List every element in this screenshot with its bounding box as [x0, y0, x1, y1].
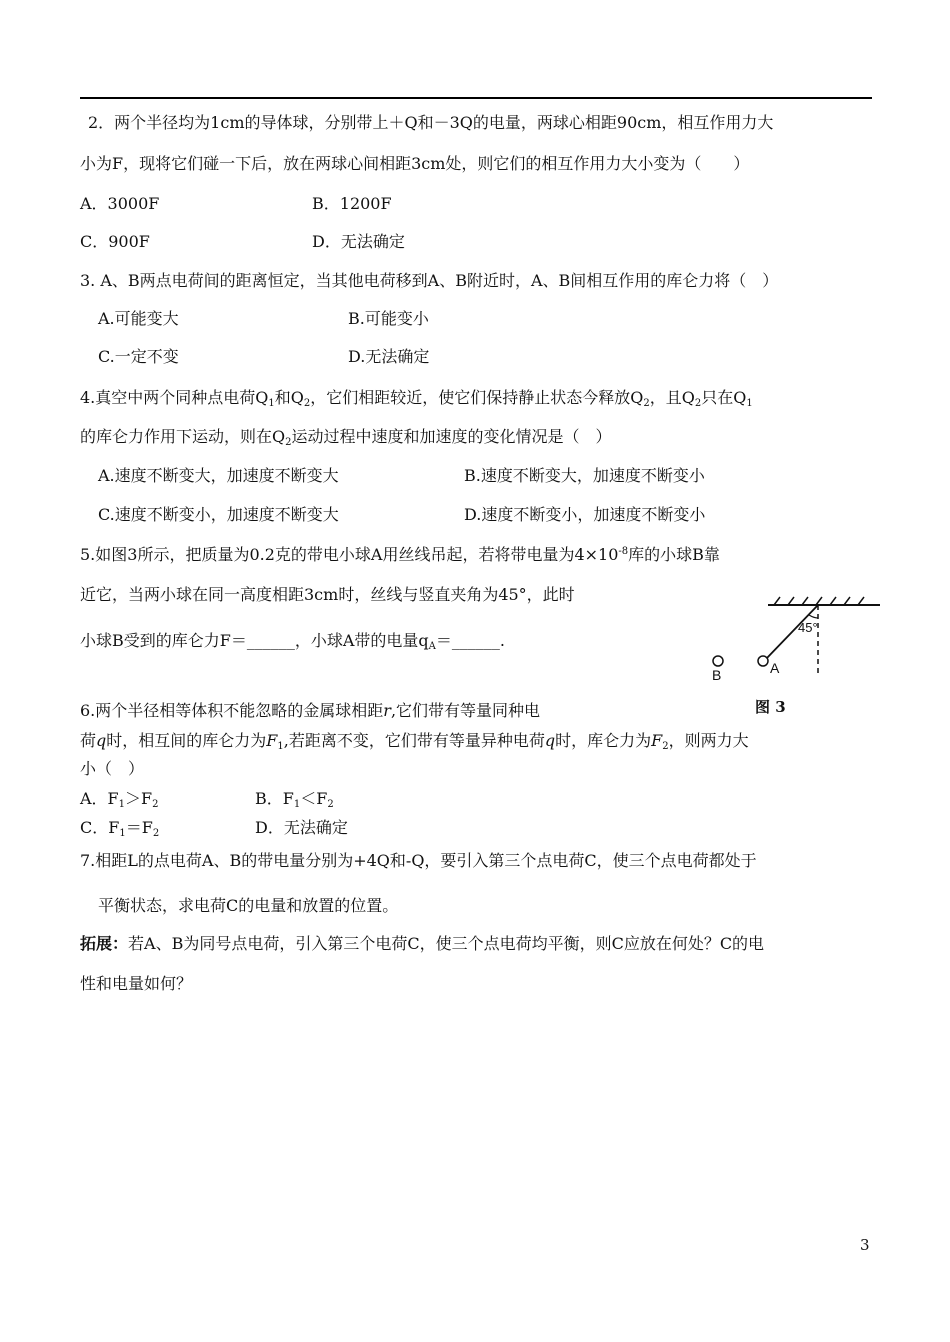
- page-number: 3: [860, 1236, 870, 1254]
- q2-line2: 小为F，现将它们碰一下后，放在两球心间相距3cm处，则它们的相互作用力大小变为（ ）: [80, 154, 750, 173]
- q4-option-a: A.速度不断变大，加速度不断变大: [98, 466, 339, 485]
- extension-line1: 拓展：若A、B为同号点电荷，引入第三个电荷C，使三个点电荷均平衡，则C应放在何处？C的电: [80, 934, 765, 953]
- q6-line2: 荷q时，相互间的库仑力为$F_1$,若距离不变，它们带有等量异种电荷q时，库仑力为$F_2$，则两力大: [80, 731, 749, 752]
- q6-option-b: B．$F_1<F_2$: [255, 789, 334, 810]
- q7-line2: 平衡状态，求电荷C的电量和放置的位置。: [98, 896, 399, 915]
- q4-line1: 4.真空中两个同种点电荷$Q_1$和$Q_2$，它们相距较近，使它们保持静止状态今释放$Q_2$，且$Q_2$只在$Q_1$: [80, 388, 753, 409]
- figure-angle-label: 45°: [798, 620, 818, 635]
- q2-option-b: B．1200F: [312, 194, 392, 213]
- figure-caption: 图 3: [755, 698, 786, 716]
- q6-option-c: C．$F_1=F_2$: [80, 818, 160, 839]
- q2-option-d: D．无法确定: [312, 232, 405, 251]
- ball-b: [713, 656, 723, 666]
- ball-a: [758, 656, 768, 666]
- q4-option-b: B.速度不断变大，加速度不断变小: [464, 466, 705, 485]
- q6-line1: 6.两个半径相等体积不能忽略的金属球相距r,它们带有等量同种电: [80, 701, 541, 720]
- q2-option-a: A．3000F: [80, 194, 160, 213]
- q5-line3: 小球B受到的库仑力F＝______，小球A带的电量$q_A=\_\_\_\_\_\_$.: [80, 631, 505, 652]
- extension-line2: 性和电量如何？: [80, 974, 193, 993]
- q4-option-d: D.速度不断变小，加速度不断变小: [464, 505, 706, 524]
- q3-option-d: D.无法确定: [348, 347, 430, 366]
- q6-option-a: A．$F_1>F_2$: [80, 789, 159, 810]
- header-rule: [80, 97, 872, 99]
- q4-option-c: C.速度不断变小，加速度不断变大: [98, 505, 339, 524]
- q2-line1: 2．两个半径均为1cm的导体球，分别带上＋Q和－3Q的电量，两球心相距90cm，相互作用力大: [88, 113, 774, 132]
- q5-line2: 近它，当两小球在同一高度相距3cm时，丝线与竖直夹角为45°，此时: [80, 585, 575, 604]
- figure-label-b: B: [712, 667, 722, 683]
- q3-option-b: B.可能变小: [348, 309, 429, 328]
- q3-option-a: A.可能变大: [98, 309, 179, 328]
- q5-line1: 5.如图3所示，把质量为0.2克的带电小球A用丝线吊起，若将带电量为$4\times 10^{-8}$库的小球B靠: [80, 545, 720, 564]
- q2-option-c: C．900F: [80, 232, 150, 251]
- figure-label-a: A: [770, 660, 780, 676]
- q6-line3: 小（ ）: [80, 759, 145, 778]
- figure-3-pendulum: [706, 588, 886, 720]
- q3-option-c: C.一定不变: [98, 347, 179, 366]
- q7-line1: 7.相距L的点电荷A、B的带电量分别为+4Q和-Q，要引入第三个点电荷C，使三个点电荷都处于: [80, 851, 757, 870]
- q6-option-d: D．无法确定: [255, 818, 348, 837]
- q4-line2: 的库仑力作用下运动，则在$Q_2$运动过程中速度和加速度的变化情况是（ ）: [80, 427, 612, 448]
- q3-line1: 3. A、B两点电荷间的距离恒定，当其他电荷移到A、B附近时，A、B间相互作用的库仑力将（ ）: [80, 271, 779, 290]
- extension-label: 拓展：: [80, 934, 129, 953]
